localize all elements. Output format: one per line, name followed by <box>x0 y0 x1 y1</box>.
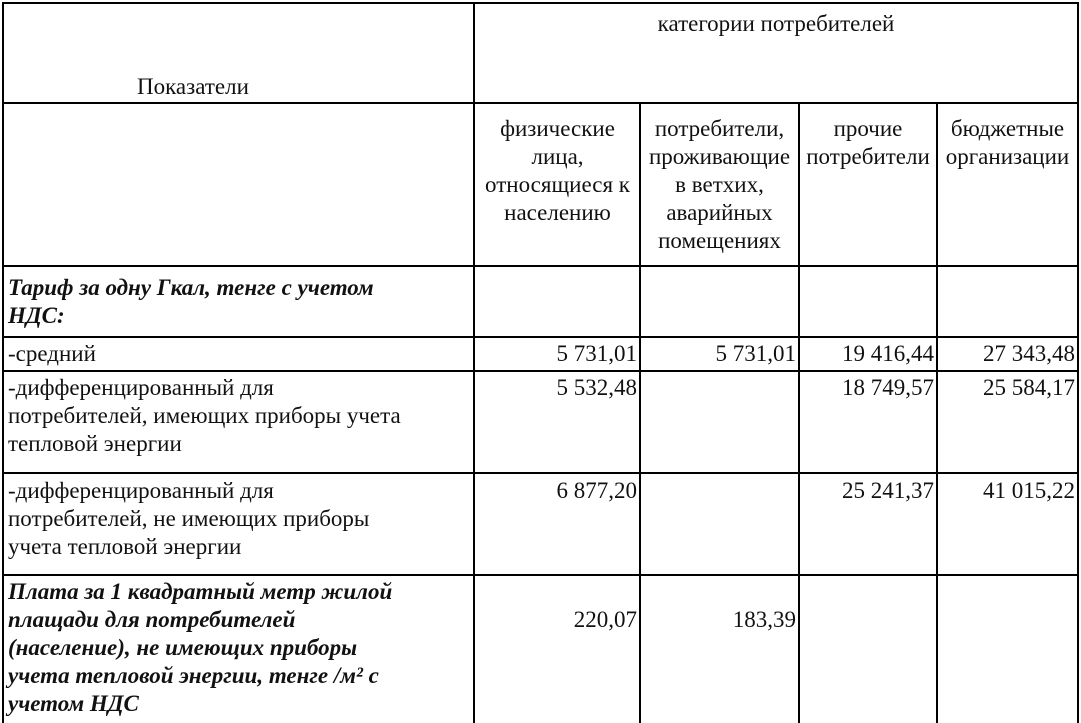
row-divider <box>2 265 1079 267</box>
row-divider <box>2 574 1079 576</box>
header-divider <box>2 102 1079 104</box>
row-divider <box>2 370 1079 372</box>
table-cell: 183,39 <box>732 607 796 632</box>
col-divider <box>798 102 800 723</box>
table-cell: 19 416,44 <box>842 341 934 366</box>
table-border-left <box>2 2 4 723</box>
table-cell: 5 532,48 <box>556 375 637 400</box>
table-cell: 25 241,37 <box>842 478 934 503</box>
row-label: -средний <box>8 341 96 366</box>
indicators-header: Показатели <box>137 74 249 99</box>
table-cell: 25 584,17 <box>983 375 1075 400</box>
column-header: потребители, проживающие в ветхих, аварийных помещениях <box>648 116 791 253</box>
row-divider <box>2 472 1079 474</box>
table-border-right <box>1077 2 1079 723</box>
table-cell: 6 877,20 <box>556 478 637 503</box>
row-label: Плата за 1 квадратный метр жилой плащади для потребителей (население), не имеющих приборы учета тепловой энергии, тенге /м² с учетом НДС <box>8 579 393 716</box>
consumer-categories-header: категории потребителей <box>657 11 895 36</box>
table-cell: 220,07 <box>573 607 637 632</box>
column-header: физические лица, относящиеся к населению <box>485 116 630 225</box>
table-cell: 27 343,48 <box>983 341 1075 366</box>
col-divider <box>473 2 475 723</box>
row-label: -дифференцированный для потребителей, не имеющих приборы учета тепловой энергии <box>8 478 370 559</box>
column-header: бюджетные организации <box>945 116 1070 169</box>
col-divider <box>936 102 938 723</box>
row-label: Тариф за одну Гкал, тенге с учетом НДС: <box>8 275 374 328</box>
row-label: -дифференцированный для потребителей, имеющих приборы учета тепловой энергии <box>8 375 401 456</box>
table-cell: 18 749,57 <box>842 375 934 400</box>
table-cell: 5 731,01 <box>556 341 637 366</box>
row-divider <box>2 336 1079 338</box>
table-border-top <box>2 2 1079 4</box>
table-cell: 41 015,22 <box>983 478 1075 503</box>
column-header: прочие потребители <box>806 116 930 169</box>
table-cell: 5 731,01 <box>715 341 796 366</box>
